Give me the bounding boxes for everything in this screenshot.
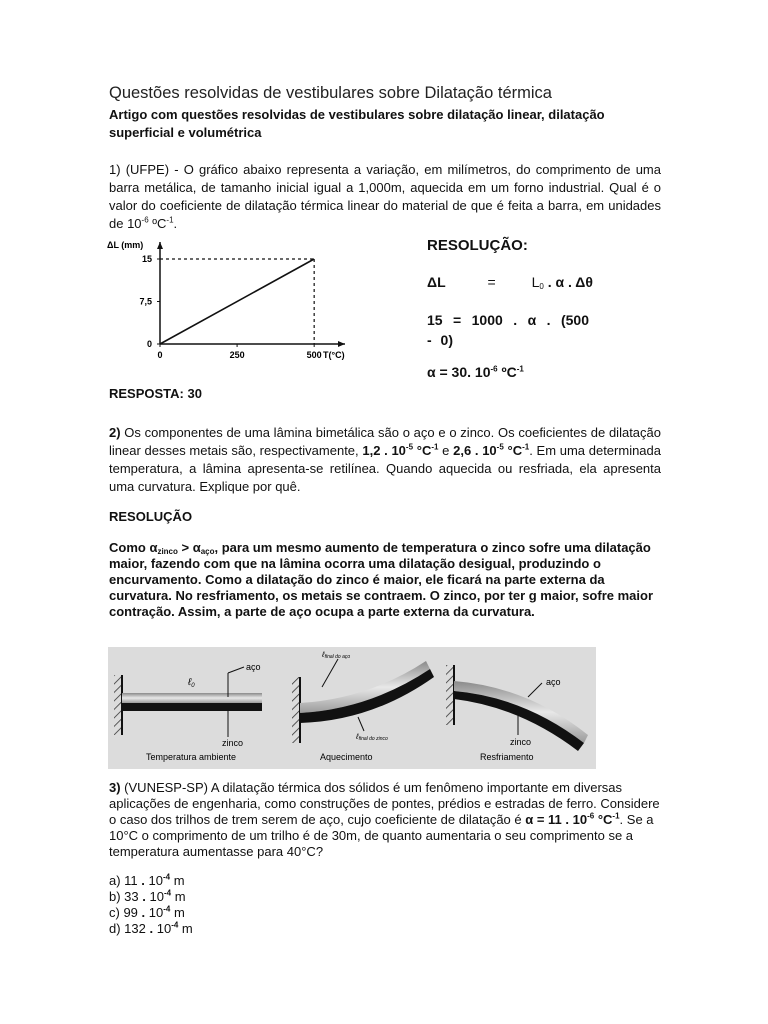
alpha-delta-theta: . α . Δθ [543, 274, 593, 290]
question-1-text [109, 161, 661, 233]
exponent: -6 [587, 811, 595, 821]
exponent: -1 [612, 811, 620, 821]
caption-room-temperature: Temperatura ambiente [146, 752, 237, 762]
exponent: -1 [522, 442, 530, 452]
unit: m [170, 905, 185, 920]
conjunction: e [438, 443, 454, 458]
option-text: a) 11 [109, 873, 142, 888]
label-aco-1: aço [246, 662, 261, 672]
question-3-body: (VUNESP-SP) A dilatação térmica dos sólidos é um fenômeno importante em diversas aplicações de engenharia, como construções de pontes, prédios e estradas de ferro. Considere o caso dos trilhos de trem serem de aço, cujo coeficiente de dilatação é [109, 780, 660, 827]
exponent: -1 [431, 442, 439, 452]
y-tick-label: 15 [141, 254, 152, 264]
unit: °C [594, 812, 613, 827]
question-1-body: 1) (UFPE) - O gráfico abaixo representa a variação, em milímetros, do comprimento de uma barra metálica, de tamanho inicial igual a 1,000m, aquecida em um forno industrial. Qual é o valor do coeficiente de dilatação térmica linear do material de que é feita a barra, em unidades de 10 [109, 162, 661, 231]
label-zinco-1: zinco [222, 738, 244, 748]
question-3-body-end: . Se a 10°C o comprimento de um trilho é de 30m, de quanto aumentaria o seu comprimento se a temperatura aumentasse para 40°C? [109, 812, 654, 859]
steel-strip [122, 693, 262, 703]
option-text: 10 [153, 921, 172, 936]
exponent: -6 [490, 364, 498, 374]
delta-l: ΔL [427, 274, 446, 290]
question-number: 3) [109, 780, 121, 795]
option-text: 10 [145, 889, 164, 904]
label-zinco-3: zinco [510, 737, 532, 747]
data-line [160, 259, 314, 344]
unit: m [171, 889, 186, 904]
unit: ºC [148, 216, 167, 231]
page-subtitle: Artigo com questões resolvidas de vestibulares sobre dilatação linear, dilatação superficial e volumétrica [109, 107, 605, 140]
unit: °C [413, 443, 432, 458]
exponent: -1 [166, 215, 174, 225]
x-axis-label: T(°C) [323, 350, 345, 360]
q1-equation-2: 15 = 1000 . α . (500 - 0) [427, 312, 589, 348]
exponent: -6 [141, 215, 149, 225]
alpha-value: α = 30. 10 [427, 364, 491, 380]
wall-hatch [114, 675, 122, 735]
period: . [173, 216, 178, 231]
subscript: aço [200, 547, 215, 556]
label-final-zinco: ℓfinal do zinco [356, 732, 388, 742]
coef-zinco: 2,6 . 10 [453, 443, 497, 458]
exponent: -5 [496, 442, 504, 452]
wall-hatch [446, 665, 454, 725]
q1-answer: RESPOSTA: 30 [109, 386, 202, 401]
question-number: 2) [109, 425, 121, 440]
res-text: Como α [109, 540, 158, 555]
exponent: -1 [516, 364, 524, 374]
label-final-aco: ℓfinal do aço [322, 650, 351, 660]
x-tick-label: 0 [157, 350, 163, 360]
y-axis-label: ΔL (mm) [107, 240, 144, 250]
q2-resolution-title: RESOLUÇÃO [109, 509, 193, 524]
question-2-body: Os componentes de uma lâmina bimetálica são o aço e o zinco. Os coeficientes de dilatação linear desses metais são, respectivamente, [109, 425, 661, 458]
subscript: 0 [539, 282, 544, 291]
question-2-text [109, 424, 661, 496]
unit: °C [503, 443, 523, 458]
subscript: zinco [157, 547, 178, 556]
option-a [109, 873, 185, 889]
alpha-value: α = 11 . 10 [525, 812, 588, 827]
res-text: > α [177, 540, 201, 555]
option-dot: . [142, 889, 146, 904]
option-c [109, 905, 185, 921]
label-l0: ℓ$_0$ [188, 677, 195, 689]
unit: ºC [497, 364, 517, 380]
zinc-strip [122, 703, 262, 711]
l-zero: L [531, 274, 540, 290]
question-2-body-end: . Em uma determinada temperatura, a lâmina apresenta-se retilínea. Quando aquecida ou resfriada, ela apresenta uma curvatura. Explique por quê. [109, 443, 661, 494]
option-dot: . [141, 873, 145, 888]
bimetal-figure [108, 647, 596, 769]
option-text: b) 33 [109, 889, 143, 904]
unit: m [178, 921, 193, 936]
q1-resolution-title: RESOLUÇÃO: [427, 237, 528, 254]
question-3-text [109, 780, 661, 860]
option-text: 10 [144, 873, 163, 888]
equals-sign: = [487, 274, 496, 290]
label-aco-3: aço [546, 677, 561, 687]
exponent: -4 [171, 920, 179, 930]
exponent: -4 [162, 872, 171, 882]
exponent: -4 [163, 888, 172, 898]
caption-heating: Aquecimento [320, 752, 373, 762]
option-dot: . [149, 921, 154, 936]
page-title: Questões resolvidas de vestibulares sobre Dilatação térmica [109, 84, 552, 102]
option-text: c) 99 [109, 905, 142, 920]
q1-equation-1 [427, 274, 593, 290]
q2-resolution-text [109, 540, 661, 620]
y-tick-label: 7,5 [139, 296, 152, 307]
exponent: -5 [405, 442, 414, 452]
x-tick-label: 250 [229, 350, 245, 360]
res-text: , para um mesmo aumento de temperatura o zinco sofre uma dilatação maior, fazendo com que na lâmina ocorra uma dilatação desigual, produzindo o encurvamento. Como a dilatação do zinco é maior, ele ficará na parte externa da curvatura. No resfriamento, os metais se contraem. O zinco, por ter g maior, sofre maior contração. Assim, a parte de aço ocupa a parte externa da curvatura. [109, 540, 654, 619]
x-tick-label: 500 [306, 350, 322, 360]
y-tick-label: 0 [146, 339, 152, 349]
exponent: -4 [163, 904, 171, 914]
y-axis-arrow [157, 242, 163, 249]
dilatation-chart [105, 236, 365, 366]
option-d [109, 921, 193, 937]
option-text: 10 [145, 905, 164, 920]
caption-cooling: Resfriamento [480, 752, 534, 762]
option-text: d) 132 [109, 921, 150, 936]
unit: m [170, 873, 185, 888]
option-b [109, 889, 186, 905]
coef-aco: 1,2 . 10 [362, 443, 406, 458]
chart-root [107, 240, 345, 360]
option-dot: . [141, 905, 146, 920]
q1-equation-3 [427, 364, 524, 380]
wall-hatch [292, 677, 300, 743]
x-axis-arrow [338, 341, 345, 347]
